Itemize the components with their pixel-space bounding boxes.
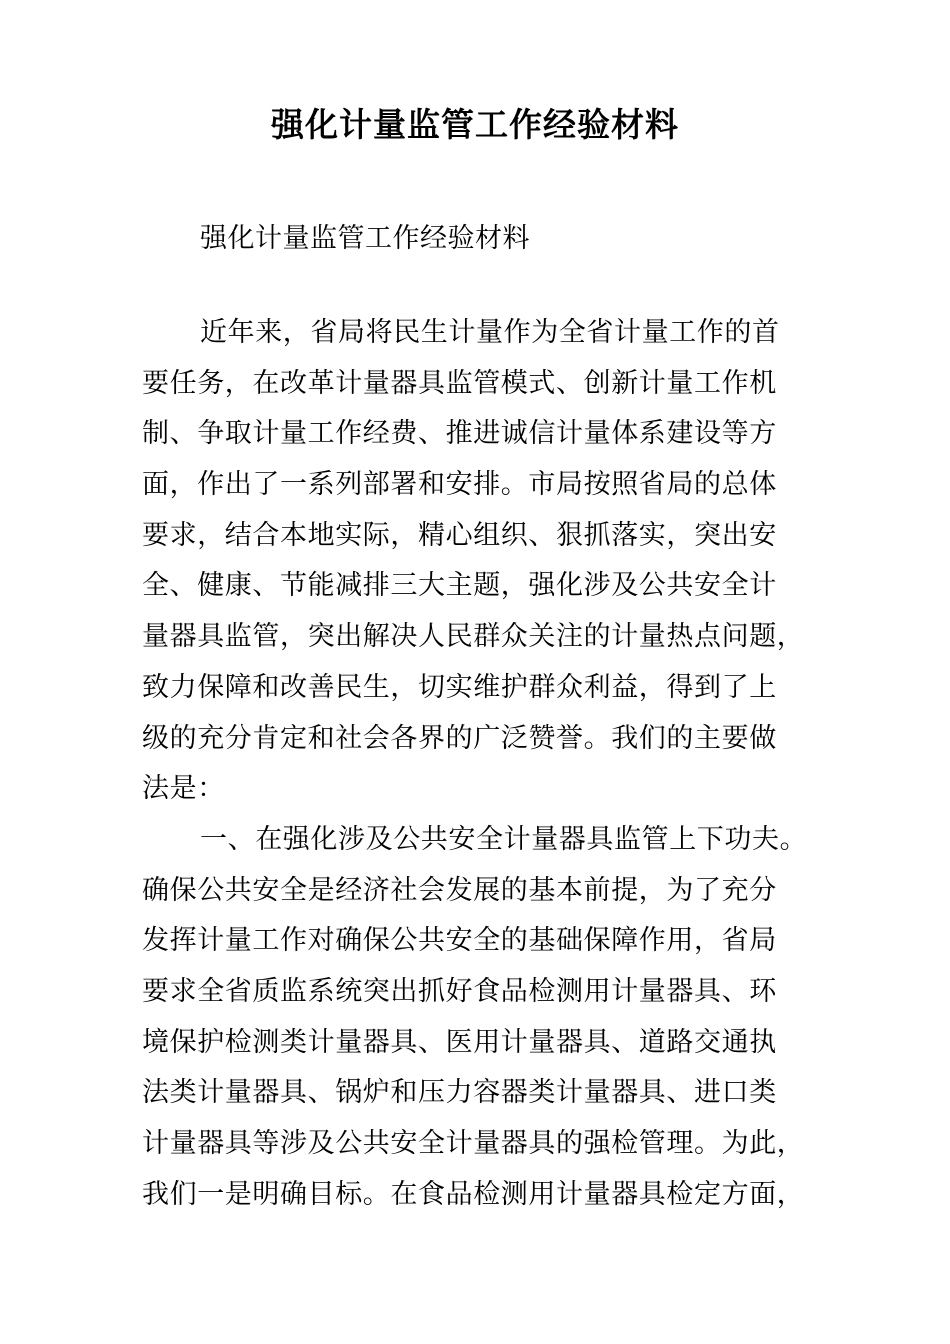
paragraph-line: 要任务，在改革计量器具监管模式、创新计量工作机 xyxy=(142,367,777,399)
paragraph-line: 要求全省质监系统突出抓好食品检测用计量器具、环 xyxy=(142,975,777,1007)
paragraph-line: 法类计量器具、锅炉和压力容器类计量器具、进口类 xyxy=(142,1077,777,1109)
document-body xyxy=(142,308,862,1220)
paragraph-line: 面，作出了一系列部署和安排。市局按照省局的总体 xyxy=(142,469,777,501)
paragraph-line: 发挥计量工作对确保公共安全的基础保障作用，省局 xyxy=(142,925,777,957)
paragraph-line: 法是： xyxy=(142,773,225,805)
paragraph-line: 致力保障和改善民生，切实维护群众利益，得到了上 xyxy=(142,671,777,703)
paragraph-line: 境保护检测类计量器具、医用计量器具、道路交通执 xyxy=(142,1026,777,1058)
paragraph-section-one xyxy=(142,815,862,1221)
paragraph-line: 我们一是明确目标。在食品检测用计量器具检定方面， xyxy=(142,1178,805,1210)
paragraph-line: 要求，结合本地实际，精心组织、狠抓落实，突出安 xyxy=(142,519,777,551)
paragraph-line: 级的充分肯定和社会各界的广泛赞誉。我们的主要做 xyxy=(142,722,777,754)
paragraph-line: 计量器具等涉及公共安全计量器具的强检管理。为此， xyxy=(142,1128,805,1159)
document-title: 强化计量监管工作经验材料 xyxy=(271,105,679,144)
paragraph-line: 制、争取计量工作经费、推进诚信计量体系建设等方 xyxy=(142,418,777,450)
paragraph-intro xyxy=(142,308,862,815)
paragraph-line: 近年来，省局将民生计量作为全省计量工作的首 xyxy=(200,317,780,348)
paragraph-line: 一、在强化涉及公共安全计量器具监管上下功夫。 xyxy=(200,823,808,855)
paragraph-line: 量器具监管，突出解决人民群众关注的计量热点问题， xyxy=(142,621,805,653)
paragraph-line: 确保公共安全是经济社会发展的基本前提，为了充分 xyxy=(142,874,777,906)
document-subtitle: 强化计量监管工作经验材料 xyxy=(200,223,530,254)
paragraph-line: 全、健康、节能减排三大主题，强化涉及公共安全计 xyxy=(142,570,777,602)
